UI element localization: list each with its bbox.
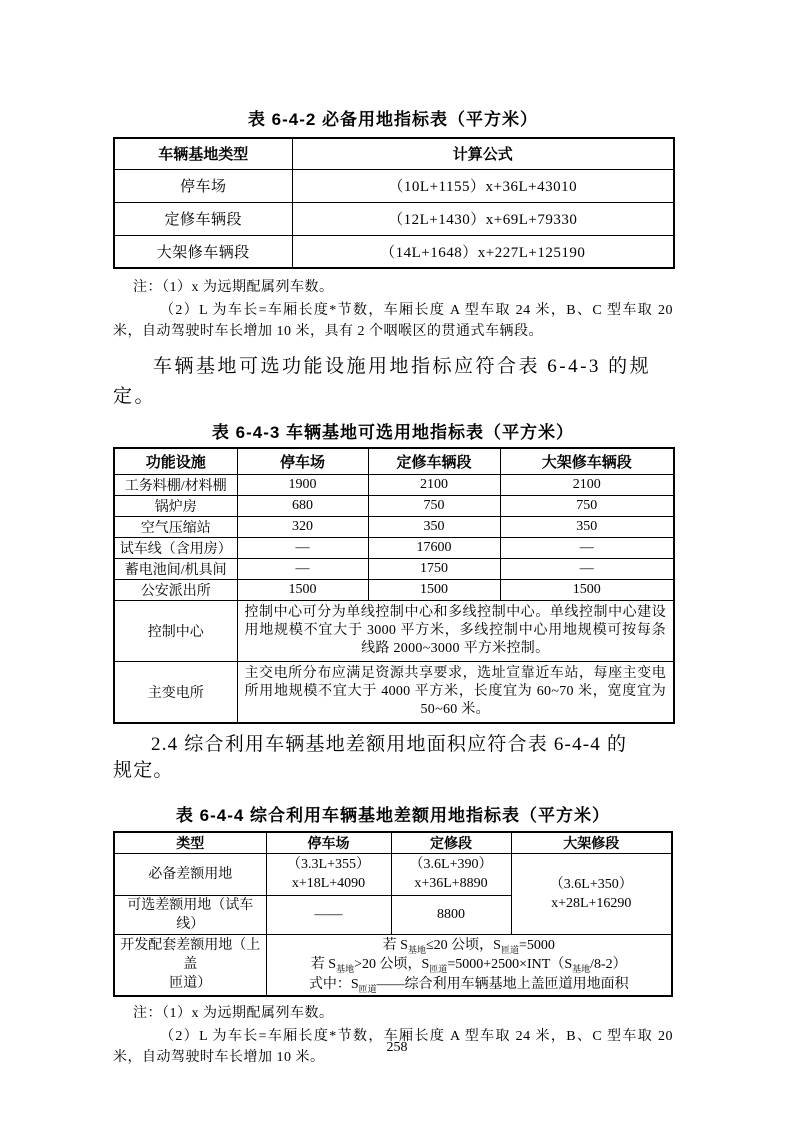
facility-cell: 空气压缩站: [114, 516, 237, 537]
formula-text: =5000+2500×INT（S: [447, 957, 573, 972]
table-row: [114, 853, 672, 895]
note-line: 注：（1）x 为远期配属列车数。: [133, 280, 334, 295]
formula-cell: （12L+1430）x+69L+79330: [292, 202, 674, 235]
value-cell: 350: [368, 516, 500, 537]
base-type-cell: 停车场: [114, 169, 292, 202]
formula-text: 式中：S: [308, 976, 359, 992]
table-642: [113, 137, 675, 269]
type-cell: [114, 934, 266, 996]
table-643-title: 表 6-4-3 车辆基地可选用地指标表（平方米）: [211, 423, 575, 442]
value-cell: ——: [266, 895, 391, 934]
formula-text: ≤20 公顷，S: [425, 937, 501, 953]
value-cell: —: [237, 537, 368, 558]
table-row: [114, 558, 674, 579]
facility-cell: 蓄电池间/机具间: [114, 558, 237, 579]
formula-subscript: 基地: [336, 963, 355, 974]
column-header: 定修段: [391, 832, 511, 854]
facility-cell: 试车线（含用房）: [114, 537, 237, 558]
value-cell: 350: [500, 516, 674, 537]
table-row: [114, 600, 674, 661]
value-cell: 2100: [500, 474, 674, 495]
table-row: [114, 202, 674, 235]
value-cell: 8800: [391, 895, 511, 934]
formula-line: （3.3L+355）: [287, 857, 370, 872]
table-row: [114, 537, 674, 558]
formula-line: x+36L+8890: [414, 876, 488, 891]
value-cell: 1500: [237, 579, 368, 600]
column-header: 大架修段: [511, 832, 672, 854]
description-cell: 控制中心可分为单线控制中心和多线控制中心。单线控制中心建设用地规模不宜大于 3000 平方米，多线控制中心用地规模可按每条线路 2000~3000 平方米控制。: [237, 600, 674, 661]
facility-cell: 主变电所: [114, 661, 237, 723]
value-cell: 680: [237, 495, 368, 516]
facility-cell: 工务料棚/材料棚: [114, 474, 237, 495]
base-type-cell: 大架修车辆段: [114, 235, 292, 268]
formula-cell: （10L+1155）x+36L+43010: [292, 169, 674, 202]
note-line: 注：（1）x 为远期配属列车数。: [133, 1006, 334, 1021]
value-cell: —: [500, 558, 674, 579]
value-cell: —: [237, 558, 368, 579]
column-header: 定修车辆段: [368, 448, 500, 474]
value-cell: 1500: [500, 579, 674, 600]
value-cell: 750: [368, 495, 500, 516]
formula-line: x+18L+4090: [291, 876, 366, 891]
body-paragraph: [113, 732, 673, 784]
formula-text: 若 S: [382, 937, 408, 953]
column-header: 停车场: [266, 832, 391, 854]
value-cell: 17600: [368, 537, 500, 558]
page-number: 258: [386, 1040, 408, 1055]
facility-cell: 锅炉房: [114, 495, 237, 516]
label-line: 匝道）: [169, 976, 212, 992]
type-cell: 必备差额用地: [114, 853, 266, 895]
formula-subscript: 匝道: [358, 983, 377, 994]
value-cell: 2100: [368, 474, 500, 495]
value-cell: 320: [237, 516, 368, 537]
value-cell: —: [500, 537, 674, 558]
formula-text: >20 公顷，S: [354, 957, 430, 972]
paragraph-line: 2.4 综合利用车辆基地差额用地面积应符合表 6-4-4 的: [151, 733, 628, 755]
note-line: （2）L 为车长=车厢长度*节数，车厢长度 A 型车取 24 米，B、C 型车取 20 米，自动驾驶时车长增加 10 米，具有 2 个咽喉区的贯通式车辆段。: [113, 303, 673, 339]
formula-subscript: 基地: [407, 944, 426, 955]
column-header: 大架修车辆段: [500, 448, 674, 474]
table-643: [113, 447, 675, 724]
table-row: [114, 661, 674, 723]
value-cell: 1750: [368, 558, 500, 579]
type-cell: 可选差额用地（试车线）: [114, 895, 266, 934]
value-cell: 1500: [368, 579, 500, 600]
table-644: [113, 831, 673, 998]
table-row: [114, 169, 674, 202]
formula-cell: [266, 853, 391, 895]
formula-subscript: 基地: [572, 963, 591, 974]
column-header: 类型: [114, 832, 266, 854]
formula-cell: [266, 934, 672, 996]
table-row: [114, 495, 674, 516]
table-644-title: 表 6-4-4 综合利用车辆基地差额用地指标表（平方米）: [175, 805, 611, 825]
formula-cell: [391, 853, 511, 895]
formula-text: ——综合利用车辆基地上盖匝道用地面积: [376, 976, 629, 992]
formula-text: =5000: [518, 937, 555, 953]
formula-cell: [511, 853, 672, 934]
facility-cell: 公安派出所: [114, 579, 237, 600]
formula-text: /8-2）: [590, 957, 627, 972]
table-644-header-row: [114, 832, 672, 854]
formula-subscript: 匝道: [500, 944, 519, 955]
label-line: 开发配套差额用地（上盖: [120, 938, 261, 973]
table-642-title: 表 6-4-2 必备用地指标表（平方米）: [247, 110, 539, 129]
table-642-header-row: [114, 138, 674, 169]
value-cell: 1900: [237, 474, 368, 495]
formula-line: [271, 975, 668, 995]
formula-line: （3.6L+350）: [549, 876, 633, 892]
table-row: [114, 474, 674, 495]
facility-cell: 控制中心: [114, 600, 237, 661]
body-paragraph: 车辆基地可选功能设施用地指标应符合表 6-4-3 的规定。: [113, 356, 652, 407]
table-row: [114, 235, 674, 268]
table-row: [114, 934, 672, 996]
formula-line: [271, 936, 668, 956]
value-cell: 750: [500, 495, 674, 516]
formula-text: 若 S: [310, 957, 337, 972]
formula-line: [271, 955, 668, 975]
formula-line: x+28L+16290: [551, 895, 632, 911]
table-643-header-row: [114, 448, 674, 474]
column-header: 功能设施: [114, 448, 237, 474]
table-row: [114, 579, 674, 600]
column-header: 车辆基地类型: [114, 138, 292, 169]
column-header: 停车场: [237, 448, 368, 474]
paragraph-line: 规定。: [113, 759, 174, 781]
formula-line: （3.6L+390）: [409, 857, 493, 872]
column-header: 计算公式: [292, 138, 674, 169]
note-line: （2）L 为车长=车厢长度*节数，车厢长度 A 型车取 24 米，B、C 型车取 20 米，自动驾驶时车长增加 10 米。: [113, 1029, 673, 1065]
description-cell: 主交电所分布应满足资源共享要求，选址宣靠近车站，每座主变电所用地规模不宜大于 4000 平方米，长度宜为 60~70 米，宽度宜为 50~60 米。: [237, 661, 674, 723]
formula-subscript: 匝道: [429, 963, 448, 974]
formula-cell: （14L+1648）x+227L+125190: [292, 235, 674, 268]
base-type-cell: 定修车辆段: [114, 202, 292, 235]
table-row: [114, 516, 674, 537]
